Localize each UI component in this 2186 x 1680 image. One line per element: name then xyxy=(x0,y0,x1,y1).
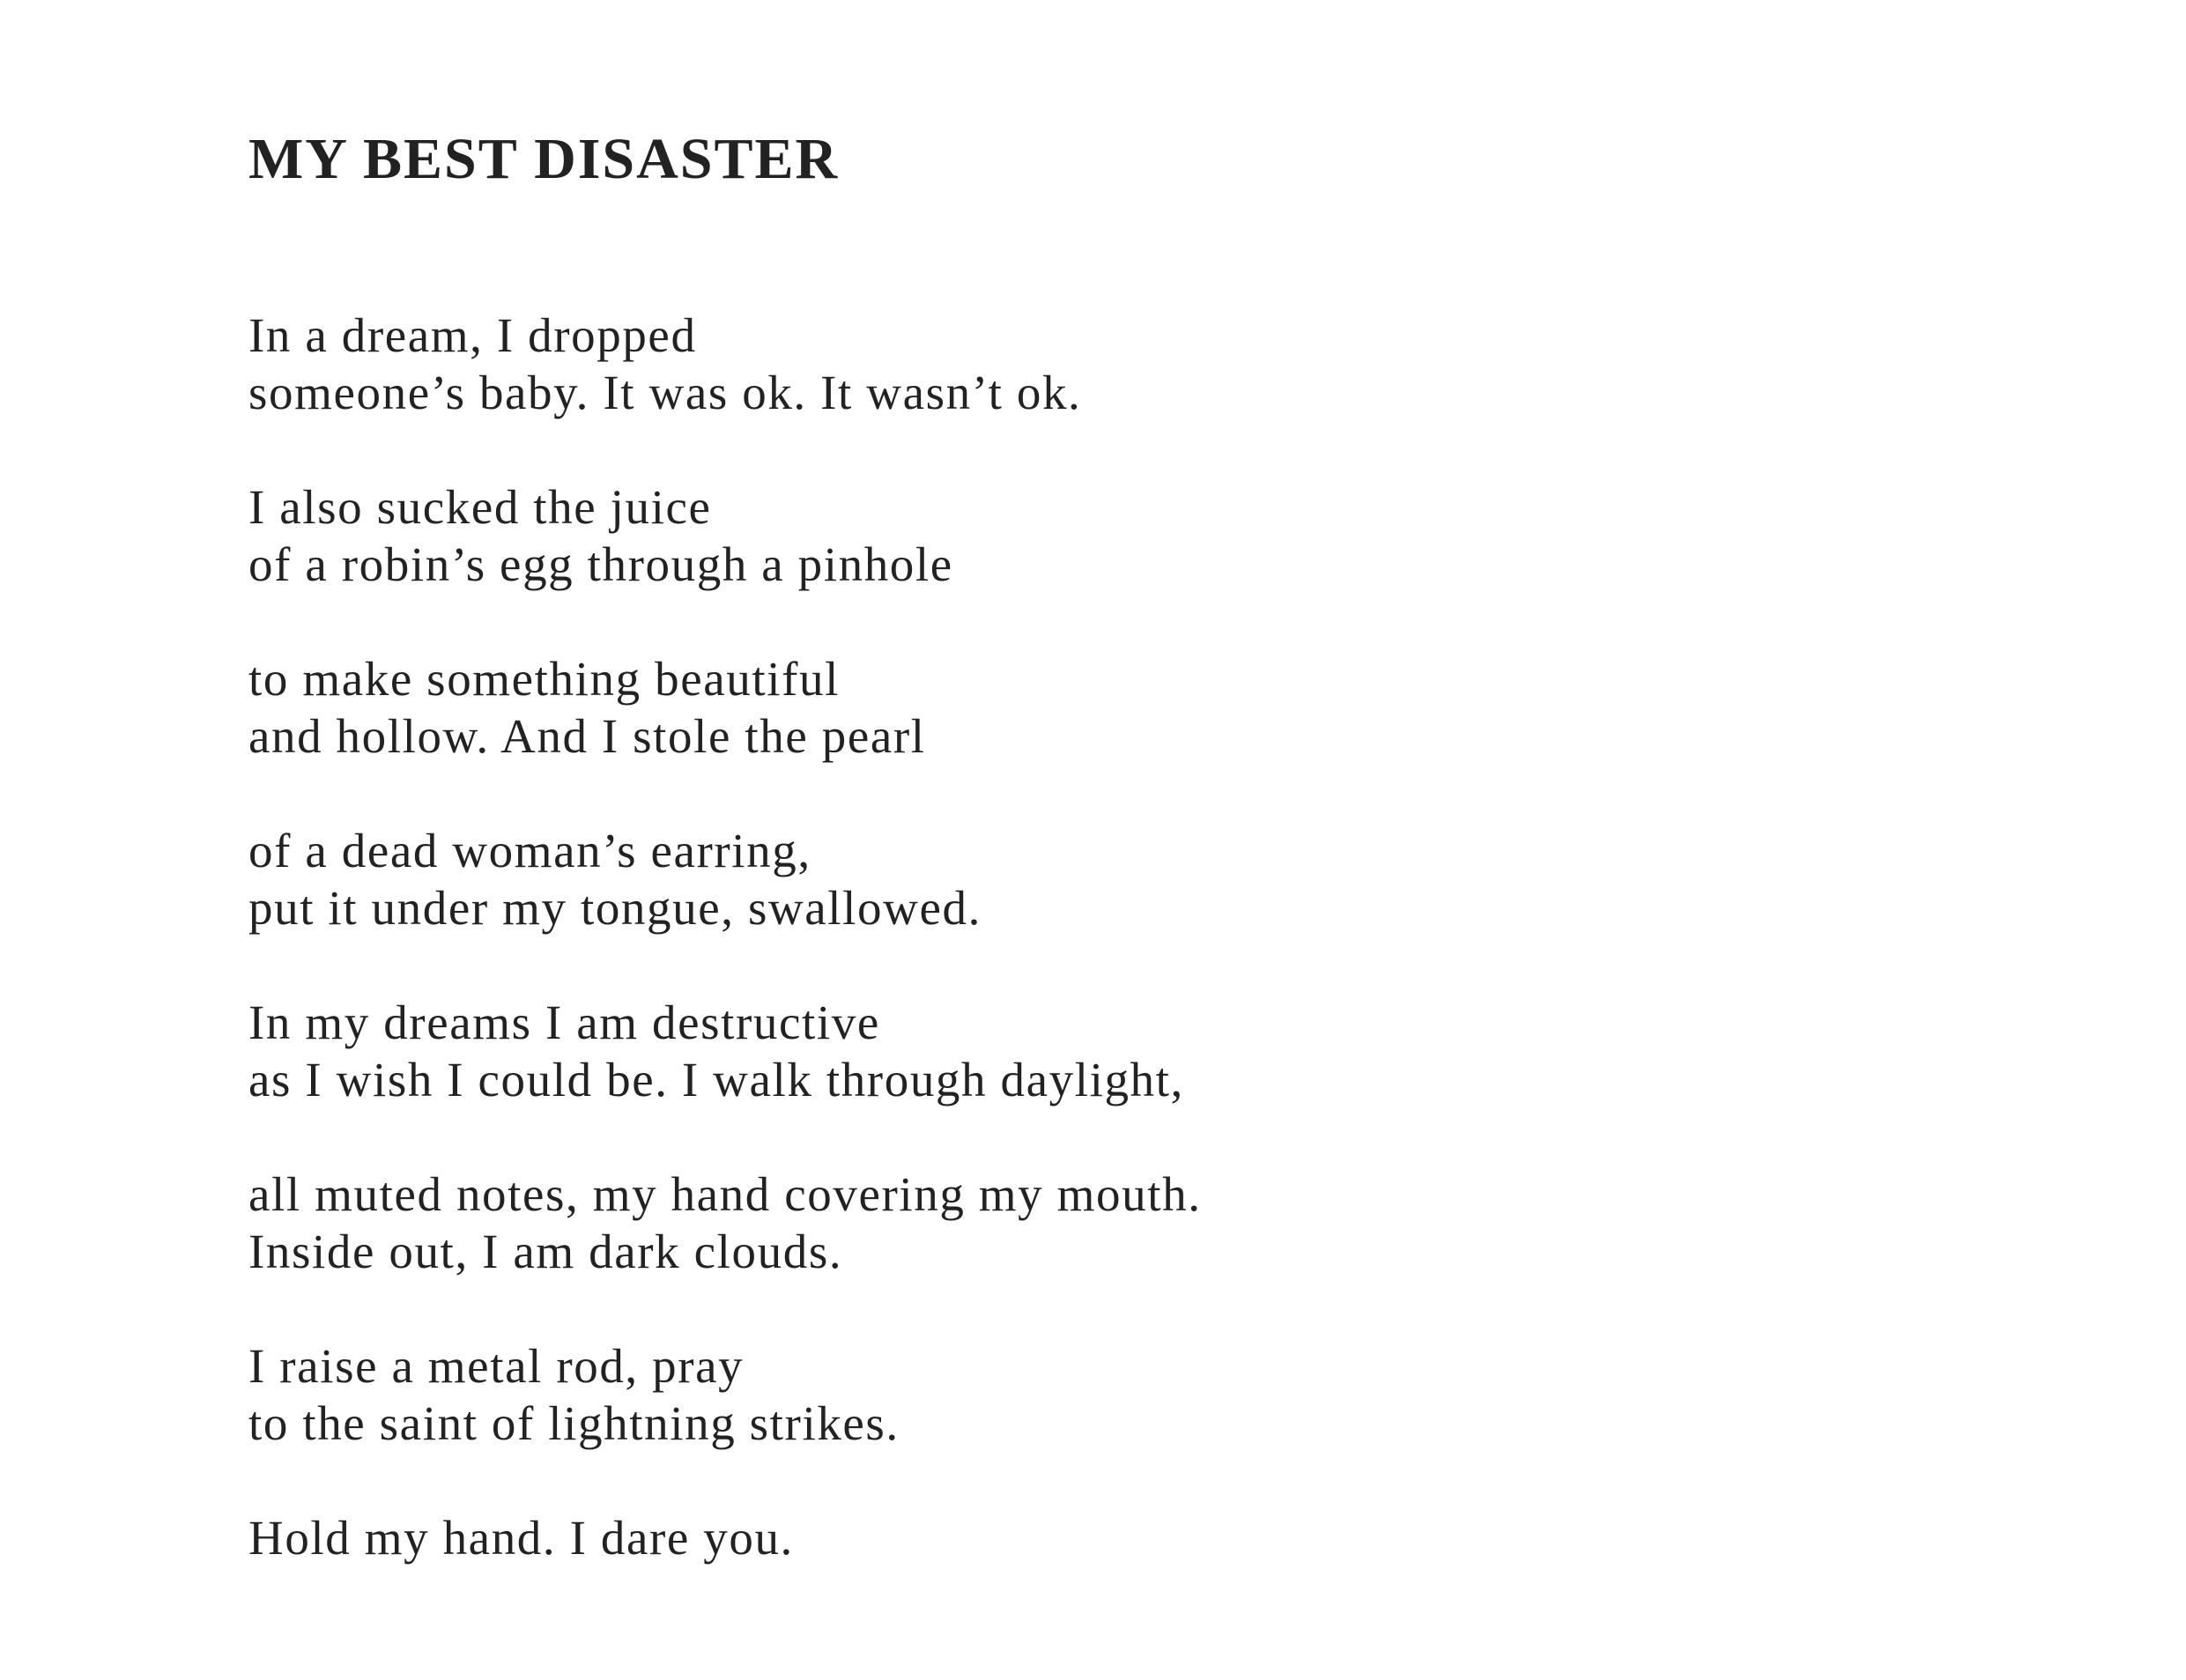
poem-line: all muted notes, my hand covering my mouth. xyxy=(248,1167,1202,1221)
poem-line: I raise a metal rod, pray xyxy=(248,1339,745,1393)
poem-line: someone’s baby. It was ok. It wasn’t ok. xyxy=(248,366,1082,419)
stanza-8 xyxy=(248,1509,1202,1566)
stanza-3 xyxy=(248,650,1202,765)
stanza-7 xyxy=(248,1337,1202,1452)
poem-page xyxy=(248,0,2011,1680)
stanza-6 xyxy=(248,1166,1202,1280)
stanza-5 xyxy=(248,994,1202,1108)
poem-body xyxy=(248,307,1202,1624)
stanza-4 xyxy=(248,822,1202,936)
stanza-2 xyxy=(248,478,1202,593)
poem-line: In a dream, I dropped xyxy=(248,308,697,362)
poem-line: of a robin’s egg through a pinhole xyxy=(248,537,953,591)
poem-line: of a dead woman’s earring, xyxy=(248,824,811,877)
poem-line: Inside out, I am dark clouds. xyxy=(248,1225,843,1278)
poem-line: Hold my hand. I dare you. xyxy=(248,1511,794,1565)
poem-title: MY BEST DISASTER xyxy=(248,127,840,191)
poem-line: and hollow. And I stole the pearl xyxy=(248,709,926,763)
poem-line: I also sucked the juice xyxy=(248,480,712,534)
poem-line: to make something beautiful xyxy=(248,652,840,706)
poem-line: In my dreams I am destructive xyxy=(248,995,880,1049)
poem-line: as I wish I could be. I walk through daylight, xyxy=(248,1053,1184,1106)
poem-line: to the saint of lightning strikes. xyxy=(248,1396,900,1450)
poem-line: put it under my tongue, swallowed. xyxy=(248,881,982,935)
stanza-1 xyxy=(248,307,1202,421)
